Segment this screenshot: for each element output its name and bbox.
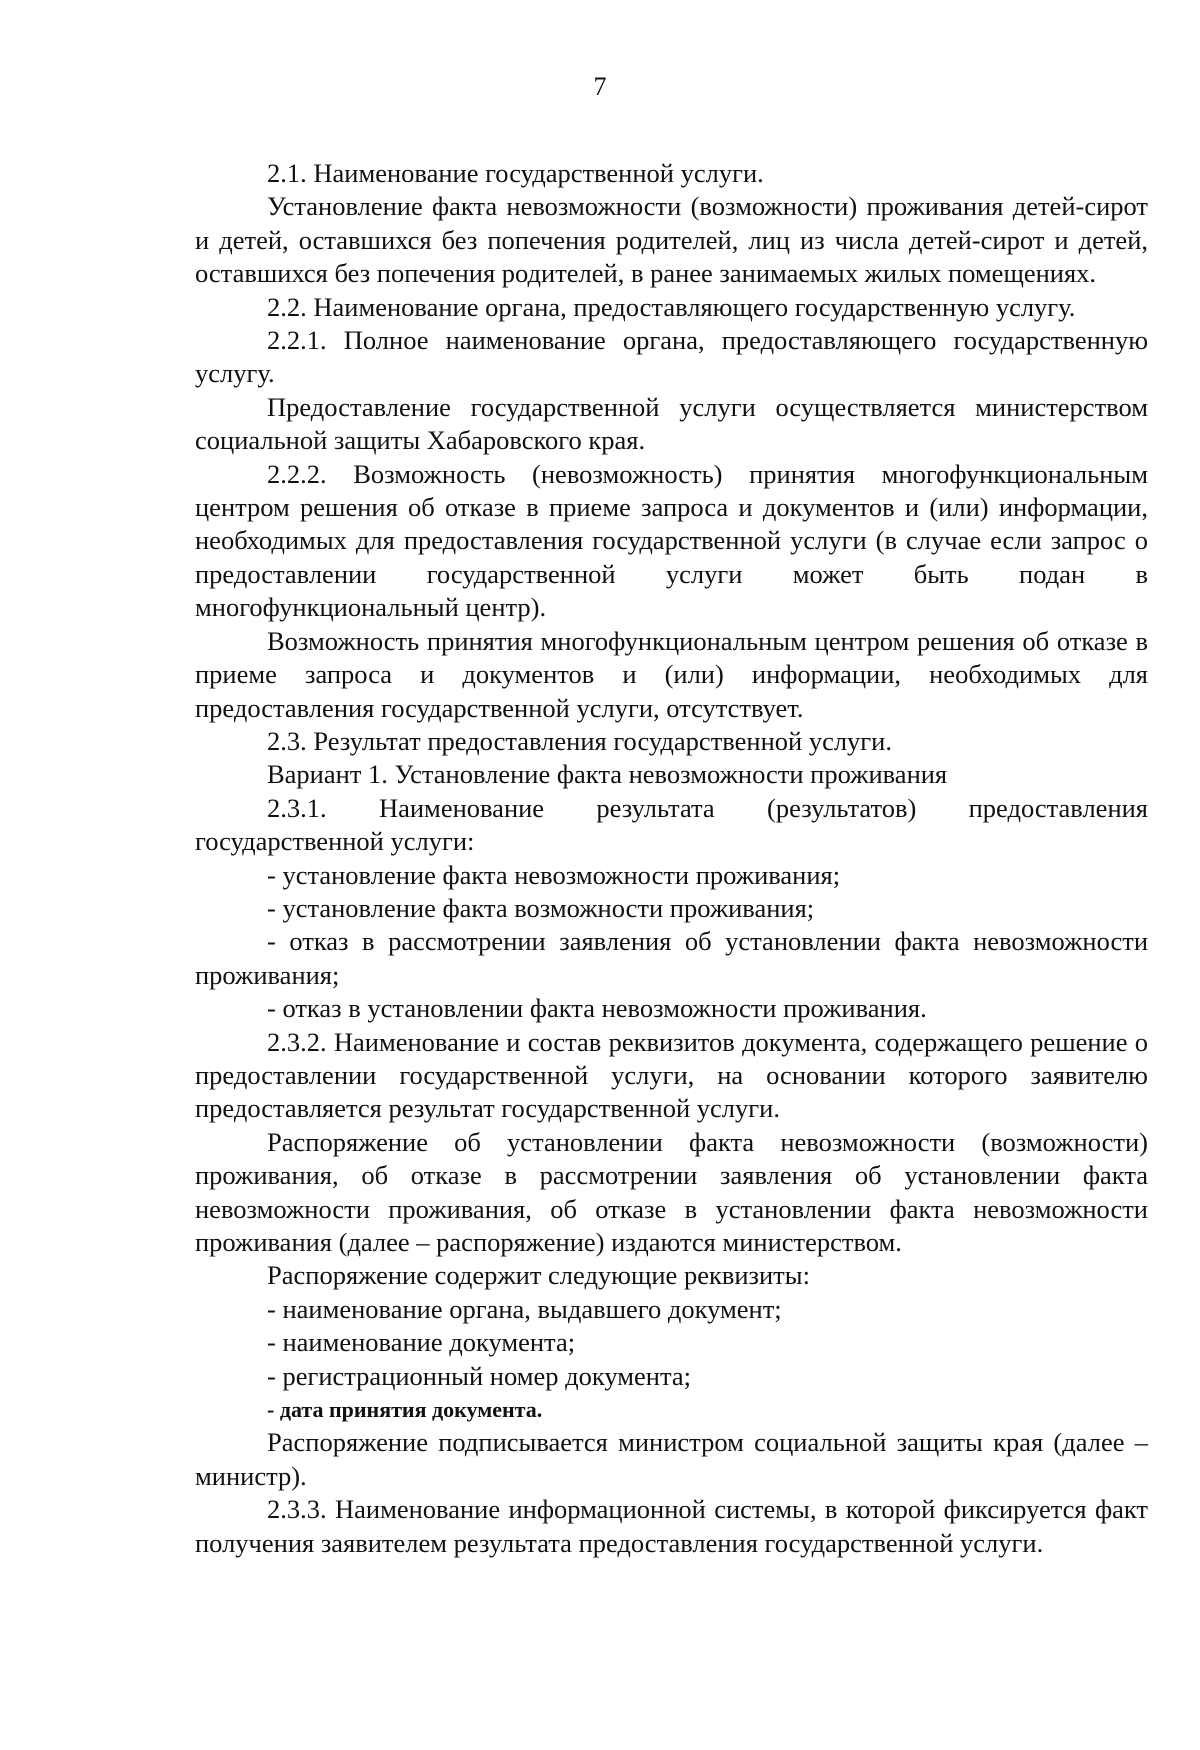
paragraph: 2.3.3. Наименование информационной системы, в которой фиксируется факт получения заявителем результата предоставления государственной услуги. — [195, 1494, 1148, 1558]
paragraph: Распоряжение об установлении факта невозможности (возможности) проживания, об отказе в рассмотрении заявления об установлении факта невозможности проживания, об отказе в установлении факта невозможности проживания (далее – распоряжение) издаются министерством. — [195, 1126, 1148, 1257]
list-item: - наименование документа; — [267, 1327, 576, 1358]
paragraph: Возможность принятия многофункциональным центром решения об отказе в приеме запроса и документов и (или) информации, необходимых для предоставления государственной услуги, отсутствует. — [195, 625, 1148, 723]
list-item: - дата принятия документа. — [267, 1397, 543, 1423]
section-heading-2-2: 2.2. Наименование органа, предоставляющего государственную услугу. — [267, 291, 1076, 322]
list-item: - установление факта невозможности проживания; — [267, 859, 841, 890]
paragraph: Предоставление государственной услуги осуществляется министерством социальной защиты Хабаровского края. — [195, 391, 1148, 456]
paragraph: Установление факта невозможности (возможности) проживания детей-сирот и детей, оставшихся без попечения родителей, лиц из числа детей-сирот и детей, оставшихся без попечения родителей, в ранее занимаемых жилых помещениях. — [195, 191, 1148, 289]
list-item: - отказ в рассмотрении заявления об установлении факта невозможности проживания; — [195, 926, 1148, 990]
paragraph: 2.2.1. Полное наименование органа, предоставляющего государственную услугу. — [195, 325, 1148, 389]
variant-heading: Вариант 1. Установление факта невозможности проживания — [267, 759, 948, 790]
paragraph: Распоряжение содержит следующие реквизиты: — [267, 1260, 810, 1291]
page-number: 7 — [593, 72, 607, 101]
paragraph: 2.3.1. Наименование результата (результатов) предоставления государственной услуги: — [195, 792, 1148, 857]
list-item: - регистрационный номер документа; — [267, 1360, 691, 1391]
list-item: - установление факта возможности проживания; — [267, 892, 815, 923]
document-body — [195, 157, 1148, 1560]
list-item: - наименование органа, выдавшего документ; — [267, 1293, 782, 1324]
paragraph: 2.2.2. Возможность (невозможность) принятия многофункциональным центром решения об отказе в приеме запроса и документов и (или) информации, необходимых для предоставления государственной услуги (в случае если запрос о предоставлении государственной услуги может быть подан в многофункциональный центр). — [195, 458, 1148, 623]
section-heading-2-1: 2.1. Наименование государственной услуги. — [267, 158, 764, 188]
paragraph: Распоряжение подписывается министром социальной защиты края (далее – министр). — [195, 1427, 1148, 1491]
list-item: - отказ в установлении факта невозможности проживания. — [267, 993, 927, 1024]
section-heading-2-3: 2.3. Результат предоставления государственной услуги. — [267, 725, 892, 756]
paragraph: 2.3.2. Наименование и состав реквизитов документа, содержащего решение о предоставлении государственной услуги, на основании которого заявителю предоставляется результат государственной услуги. — [195, 1026, 1148, 1124]
